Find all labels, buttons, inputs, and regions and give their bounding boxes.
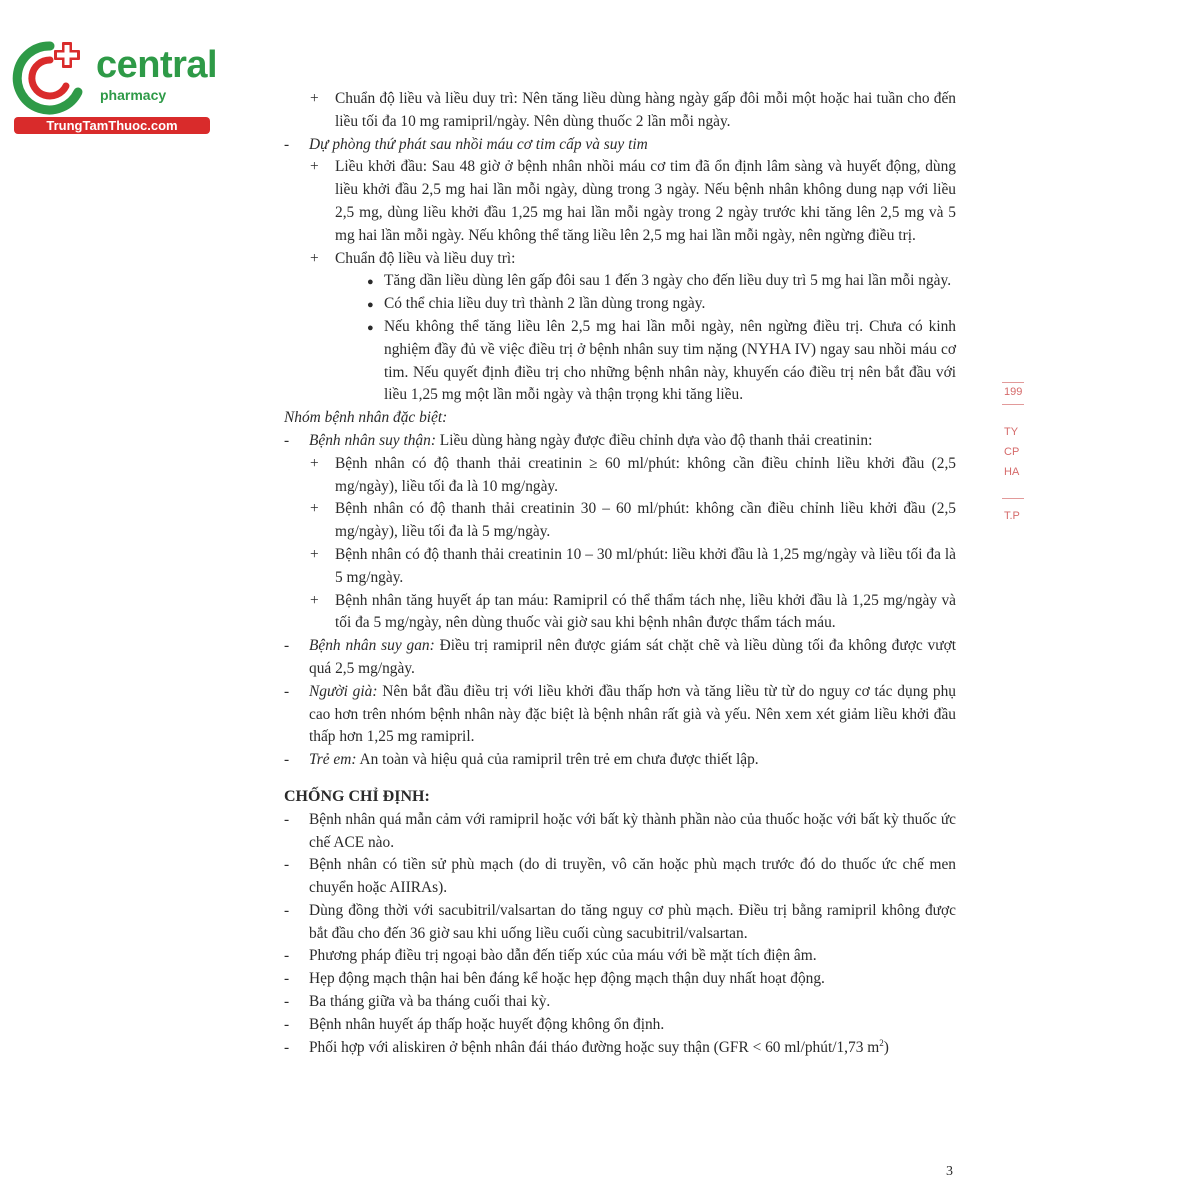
section-title: Dự phòng thứ phát sau nhồi máu cơ tim cấp và suy tim xyxy=(309,135,648,153)
list-item xyxy=(284,945,956,968)
plus-marker: + xyxy=(310,545,319,563)
item-text: Ba tháng giữa và ba tháng cuối thai kỳ. xyxy=(309,993,551,1011)
special-populations-title: Nhóm bệnh nhân đặc biệt: xyxy=(284,409,448,427)
dash-marker: - xyxy=(284,751,290,769)
logo-name: central xyxy=(96,44,218,86)
dash-marker: - xyxy=(284,970,290,988)
stamp-line: 199 xyxy=(1004,386,1023,398)
dash-marker: - xyxy=(284,856,290,874)
item-text: Bệnh nhân tăng huyết áp tan máu: Ramipril có thể thẩm tách nhẹ, liều khởi đầu là 1,25 mg/ngày và tối đa 5 mg/ngày, nên dùng thuốc vài giờ sau khi bệnh nhân được thẩm tách máu. xyxy=(335,591,956,632)
contraindications-title: CHỐNG CHỈ ĐỊNH: xyxy=(284,787,430,805)
dash-marker: - xyxy=(284,135,290,153)
item-text: Liều dùng hàng ngày được điều chỉnh dựa vào độ thanh thải creatinin: xyxy=(435,431,873,449)
page-number: 3 xyxy=(946,1164,953,1179)
pharmacy-logo-icon xyxy=(10,38,90,118)
item-text: Phối hợp với aliskiren ở bệnh nhân đái tháo đường hoặc suy thận (GFR < 60 ml/phút/1,73 m xyxy=(309,1038,880,1056)
list-item xyxy=(284,749,956,772)
item-text: Điều trị ramipril nên được giám sát chặt chẽ và liều dùng tối đa không được vượt quá 2,5 mg/ngày. xyxy=(309,637,956,677)
superscript: 2 xyxy=(879,1037,884,1048)
dash-marker: - xyxy=(284,901,290,919)
bullet-item xyxy=(284,316,956,407)
leaflet-content xyxy=(284,88,956,1059)
dash-marker: - xyxy=(284,947,290,965)
bullet-text: Có thể chia liều duy trì thành 2 lần dùng trong ngày. xyxy=(384,295,706,313)
plus-marker: + xyxy=(310,90,319,107)
dash-marker: - xyxy=(284,1015,290,1033)
section-heading xyxy=(284,134,956,157)
list-item xyxy=(284,635,956,681)
bullet-text: Tăng dần liều dùng lên gấp đôi sau 1 đến 3 ngày cho đến liều duy trì 5 mg hai lần mỗi ngày. xyxy=(384,272,952,290)
item-text: Bệnh nhân có độ thanh thải creatinin ≥ 60 ml/phút: không cần điều chỉnh liều khởi đầu (2,5 mg/ngày), liều tối đa là 10 mg/ngày. xyxy=(335,454,956,495)
list-item xyxy=(284,809,956,855)
bullet-item xyxy=(284,293,956,316)
dash-marker: - xyxy=(284,1038,290,1056)
item-text: Hẹp động mạch thận hai bên đáng kể hoặc hẹp động mạch thận duy nhất hoạt động. xyxy=(309,970,825,988)
item-text: Dùng đồng thời với sacubitril/valsartan do tăng nguy cơ phù mạch. Điều trị bằng ramipril không được bắt đầu cho đến 36 giờ sau khi uống liều cuối cùng sacubitril/valsartan. xyxy=(309,901,956,942)
closing-paren: ) xyxy=(883,1038,889,1056)
list-item xyxy=(284,968,956,991)
subheading: Chuẩn độ liều và liều duy trì: xyxy=(335,249,516,267)
item-text: Bệnh nhân có độ thanh thải creatinin 10 – 30 ml/phút: liều khởi đầu là 1,25 mg/ngày và liều tối đa là 5 mg/ngày. xyxy=(335,545,956,586)
item-label: Bệnh nhân suy gan: xyxy=(309,637,435,655)
dash-marker: - xyxy=(284,682,290,700)
list-item xyxy=(284,453,956,499)
plus-marker: + xyxy=(310,591,319,609)
stamp-line: TY xyxy=(1004,426,1019,438)
item-text: Bệnh nhân có tiền sử phù mạch (do di truyền, vô căn hoặc phù mạch trước đó do thuốc ức chế men chuyển hoặc AIIRAs). xyxy=(309,856,956,897)
dash-marker: - xyxy=(284,431,290,449)
dash-marker: - xyxy=(284,993,290,1011)
logo-url: TrungTamThuoc.com xyxy=(14,117,210,134)
central-pharmacy-logo xyxy=(10,36,218,136)
logo-subtitle: pharmacy xyxy=(100,87,167,103)
subheading: Liều khởi đầu: xyxy=(335,158,432,176)
item-label: Người già: xyxy=(309,682,378,700)
stamp-line: HA xyxy=(1004,466,1020,478)
item-text: Phương pháp điều trị ngoại bào dẫn đến tiếp xúc của máu với bề mặt tích điện âm. xyxy=(309,947,817,965)
plus-marker: + xyxy=(310,158,319,176)
dash-marker: - xyxy=(284,810,290,828)
item-label: Bệnh nhân suy thận: xyxy=(309,431,436,449)
red-stamp-fragment xyxy=(1000,378,1028,538)
bullet-marker: ● xyxy=(367,321,374,334)
item-text: Bệnh nhân có độ thanh thải creatinin 30 – 60 ml/phút: không cần điều chỉnh liều khởi đầu (2,5 mg/ngày), liều tối đa là 5 mg/ngày. xyxy=(335,500,956,541)
list-item xyxy=(284,430,956,453)
paragraph: Sau 48 giờ ở bệnh nhân nhồi máu cơ tim đã ổn định lâm sàng và huyết động, dùng liều khởi đầu 2,5 mg hai lần mỗi ngày, dùng trong 3 ngày. Nếu bệnh nhân không dung nạp với liều 2,5 mg, dùng liều khởi đầu 1,25 mg hai lần mỗi ngày trong 2 ngày trước khi tăng lên 2,5 mg và 5 mg hai lần mỗi ngày. Nếu không thể tăng liều lên 2,5 mg hai lần mỗi ngày, nên ngừng điều trị. xyxy=(335,158,956,244)
plus-marker: + xyxy=(310,500,319,518)
plus-marker: + xyxy=(310,454,319,472)
item-text: An toàn và hiệu quả của ramipril trên trẻ em chưa được thiết lập. xyxy=(356,751,759,769)
item-text: Bệnh nhân huyết áp thấp hoặc huyết động không ổn định. xyxy=(309,1015,665,1033)
list-item xyxy=(284,590,956,636)
list-item xyxy=(284,1037,956,1060)
stamp-line: CP xyxy=(1004,446,1020,458)
list-item xyxy=(284,681,956,749)
list-item xyxy=(284,88,956,134)
bullet-marker: ● xyxy=(367,276,374,289)
paragraph: Nên tăng liều dùng hàng ngày gấp đôi mỗi một hoặc hai tuần cho đến liều tối đa 10 mg ramipril/ngày. Nên dùng thuốc 2 lần mỗi ngày. xyxy=(335,90,956,130)
item-label: Trẻ em: xyxy=(309,751,357,769)
bullet-marker: ● xyxy=(367,299,374,312)
bullet-item xyxy=(284,270,956,293)
list-item xyxy=(284,544,956,590)
list-item xyxy=(284,1014,956,1037)
item-text: Bệnh nhân quá mẫn cảm với ramipril hoặc với bất kỳ thành phần nào của thuốc hoặc với bất kỳ thuốc ức chế ACE nào. xyxy=(309,810,956,851)
subheading: Chuẩn độ liều và liều duy trì: xyxy=(335,90,523,107)
list-item xyxy=(284,854,956,900)
list-item xyxy=(284,248,956,271)
list-item xyxy=(284,156,956,247)
dash-marker: - xyxy=(284,637,290,655)
item-text: Nên bắt đầu điều trị với liều khởi đầu thấp hơn và tăng liều từ từ do nguy cơ tác dụng phụ cao hơn trên nhóm bệnh nhân này đặc biệt là bệnh nhân rất già và yếu. Nên xem xét giảm liều khởi đầu thấp hơn 1,25 mg ramipril. xyxy=(309,682,956,746)
list-item xyxy=(284,900,956,946)
list-item xyxy=(284,498,956,544)
list-item xyxy=(284,991,956,1014)
stamp-line: T.P xyxy=(1004,510,1020,522)
plus-marker: + xyxy=(310,249,319,267)
bullet-text: Nếu không thể tăng liều lên 2,5 mg hai lần mỗi ngày, nên ngừng điều trị. Chưa có kinh nghiệm đầy đủ về việc điều trị ở bệnh nhân suy tim nặng (NYHA IV) ngay sau nhồi máu cơ tim. Nếu quyết định điều trị cho những bệnh nhân này, khuyến cáo điều trị nên bắt đầu với liều 1,25 mg một lần mỗi ngày và thận trọng khi tăng liều. xyxy=(384,317,956,404)
